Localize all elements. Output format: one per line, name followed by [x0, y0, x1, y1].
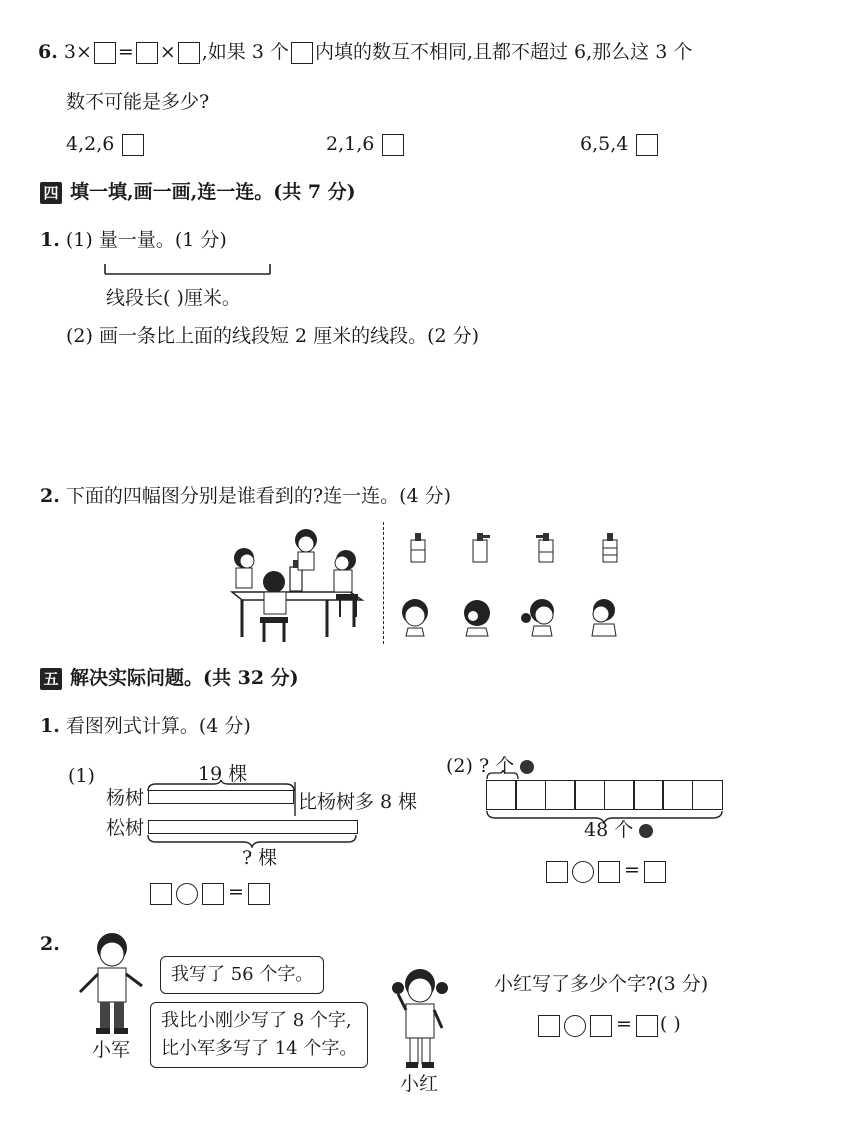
s5-q1	[40, 714, 251, 738]
boy-name: 小军	[92, 1039, 131, 1061]
operator-circle[interactable]	[572, 861, 594, 883]
bottle-icon	[536, 533, 553, 562]
row-label-poplar: 杨树	[106, 787, 145, 809]
grid-cell	[692, 780, 723, 810]
section-title: 解决实际问题。(共 32 分)	[70, 667, 299, 689]
q6-option-3	[580, 132, 660, 156]
answer-box[interactable]	[546, 861, 568, 883]
q6-option-1	[66, 132, 146, 156]
kid-side-icon	[521, 599, 554, 636]
poplar-bar	[148, 790, 294, 804]
divider	[383, 522, 384, 644]
q6-text-d: ,如果 3 个	[201, 41, 289, 63]
answer-box[interactable]	[94, 42, 116, 64]
grid-cell	[574, 780, 605, 810]
s4-q2-text: 下面的四幅图分别是谁看到的?连一连。(4 分)	[65, 485, 452, 507]
grid-cell	[486, 780, 517, 810]
bottle-views-row	[404, 530, 634, 566]
answer-box[interactable]	[291, 42, 313, 64]
question-6-line1	[38, 40, 692, 64]
bottle-icon	[411, 533, 425, 562]
label-19: 19 棵	[198, 763, 248, 785]
answer-box[interactable]	[150, 883, 172, 905]
answer-box[interactable]	[636, 1015, 658, 1037]
section-badge: 四	[40, 182, 62, 204]
section-title: 填一填,画一画,连一连。(共 7 分)	[70, 181, 356, 203]
question-number: 6.	[38, 41, 58, 63]
grid-cell	[604, 780, 635, 810]
girl-speech-bubble	[150, 1002, 368, 1068]
answer-box[interactable]	[538, 1015, 560, 1037]
answer-box[interactable]	[202, 883, 224, 905]
grid-cell	[515, 780, 546, 810]
kid-side-icon	[592, 599, 616, 636]
label-48: 48 个	[584, 819, 634, 841]
q6-text-b: =	[117, 41, 134, 63]
q6-text-c: ×	[159, 41, 176, 63]
checkbox[interactable]	[382, 134, 404, 156]
table-scene-illustration	[222, 522, 367, 647]
question-number: 1.	[40, 715, 60, 737]
label-48-apples	[584, 818, 653, 842]
q2-question: 小红写了多少个字?(3 分)	[494, 973, 709, 995]
s5-q1-text: 看图列式计算。(4 分)	[65, 715, 251, 737]
operator-circle[interactable]	[564, 1015, 586, 1037]
apple-icon	[639, 824, 653, 838]
equation-1: =	[148, 880, 272, 905]
section-5-heading	[40, 666, 299, 690]
checkbox[interactable]	[636, 134, 658, 156]
row-label-pine: 松树	[106, 817, 145, 839]
answer-box[interactable]	[598, 861, 620, 883]
equation-2: =	[544, 858, 668, 883]
grid-cell	[662, 780, 693, 810]
option-label: 4,2,6	[66, 133, 115, 155]
equation-3: = ( )	[536, 1012, 681, 1037]
girl-illustration	[380, 966, 460, 1070]
answer-box[interactable]	[644, 861, 666, 883]
grid-cell	[545, 780, 576, 810]
q6-text-e: 内填的数互不相同,且都不超过 6,那么这 3 个	[314, 41, 693, 63]
drawing-area[interactable]	[66, 356, 786, 466]
label-question-apples: ? 个	[478, 755, 515, 777]
cell-brace	[486, 770, 520, 780]
answer-box[interactable]	[590, 1015, 612, 1037]
problem-2-number: (2)	[446, 755, 473, 777]
extra-label: 比杨树多 8 棵	[298, 791, 418, 813]
question-number: 2.	[40, 933, 60, 955]
answer-box[interactable]	[178, 42, 200, 64]
q6-option-2	[326, 132, 406, 156]
question-6-line2: 数不可能是多少?	[66, 91, 210, 113]
segment-length-blank[interactable]: 线段长( )厘米。	[106, 287, 241, 309]
kid-views-row	[398, 596, 628, 638]
bottle-icon	[473, 533, 490, 562]
s4-q2	[40, 484, 451, 508]
unit-blank[interactable]: ( )	[659, 1013, 681, 1035]
option-label: 6,5,4	[580, 133, 629, 155]
s4-q1-part1: (1) 量一量。(1 分)	[65, 229, 227, 251]
boy-illustration	[72, 930, 152, 1038]
apple-icon	[520, 760, 534, 774]
section-4-heading	[40, 180, 356, 204]
q6-text-a: 3×	[63, 41, 92, 63]
question-number: 1.	[40, 229, 60, 251]
pine-bar	[148, 820, 358, 834]
answer-box[interactable]	[136, 42, 158, 64]
boy-speech: 我写了 56 个字。	[171, 964, 314, 985]
question-number: 2.	[40, 485, 60, 507]
answer-box[interactable]	[248, 883, 270, 905]
girl-speech-line1: 我比小刚少写了 8 个字,	[161, 1010, 352, 1031]
grid-cell	[633, 780, 664, 810]
problem-1-label: (1)	[68, 765, 95, 787]
option-label: 2,1,6	[326, 133, 375, 155]
s4-q1	[40, 228, 227, 252]
s4-q1-part2: (2) 画一条比上面的线段短 2 厘米的线段。(2 分)	[66, 325, 480, 347]
boy-speech-bubble	[160, 956, 324, 994]
measure-segment	[104, 262, 274, 278]
bottle-icon	[603, 533, 617, 562]
girl-speech-line2: 比小军多写了 14 个字。	[161, 1038, 358, 1059]
checkbox[interactable]	[122, 134, 144, 156]
kid-back-icon	[464, 600, 490, 636]
section-badge: 五	[40, 668, 62, 690]
label-question-trees: ? 棵	[242, 847, 278, 869]
girl-name: 小红	[400, 1073, 439, 1095]
apple-grid	[486, 780, 721, 814]
operator-circle[interactable]	[176, 883, 198, 905]
kid-face-icon	[402, 599, 428, 636]
